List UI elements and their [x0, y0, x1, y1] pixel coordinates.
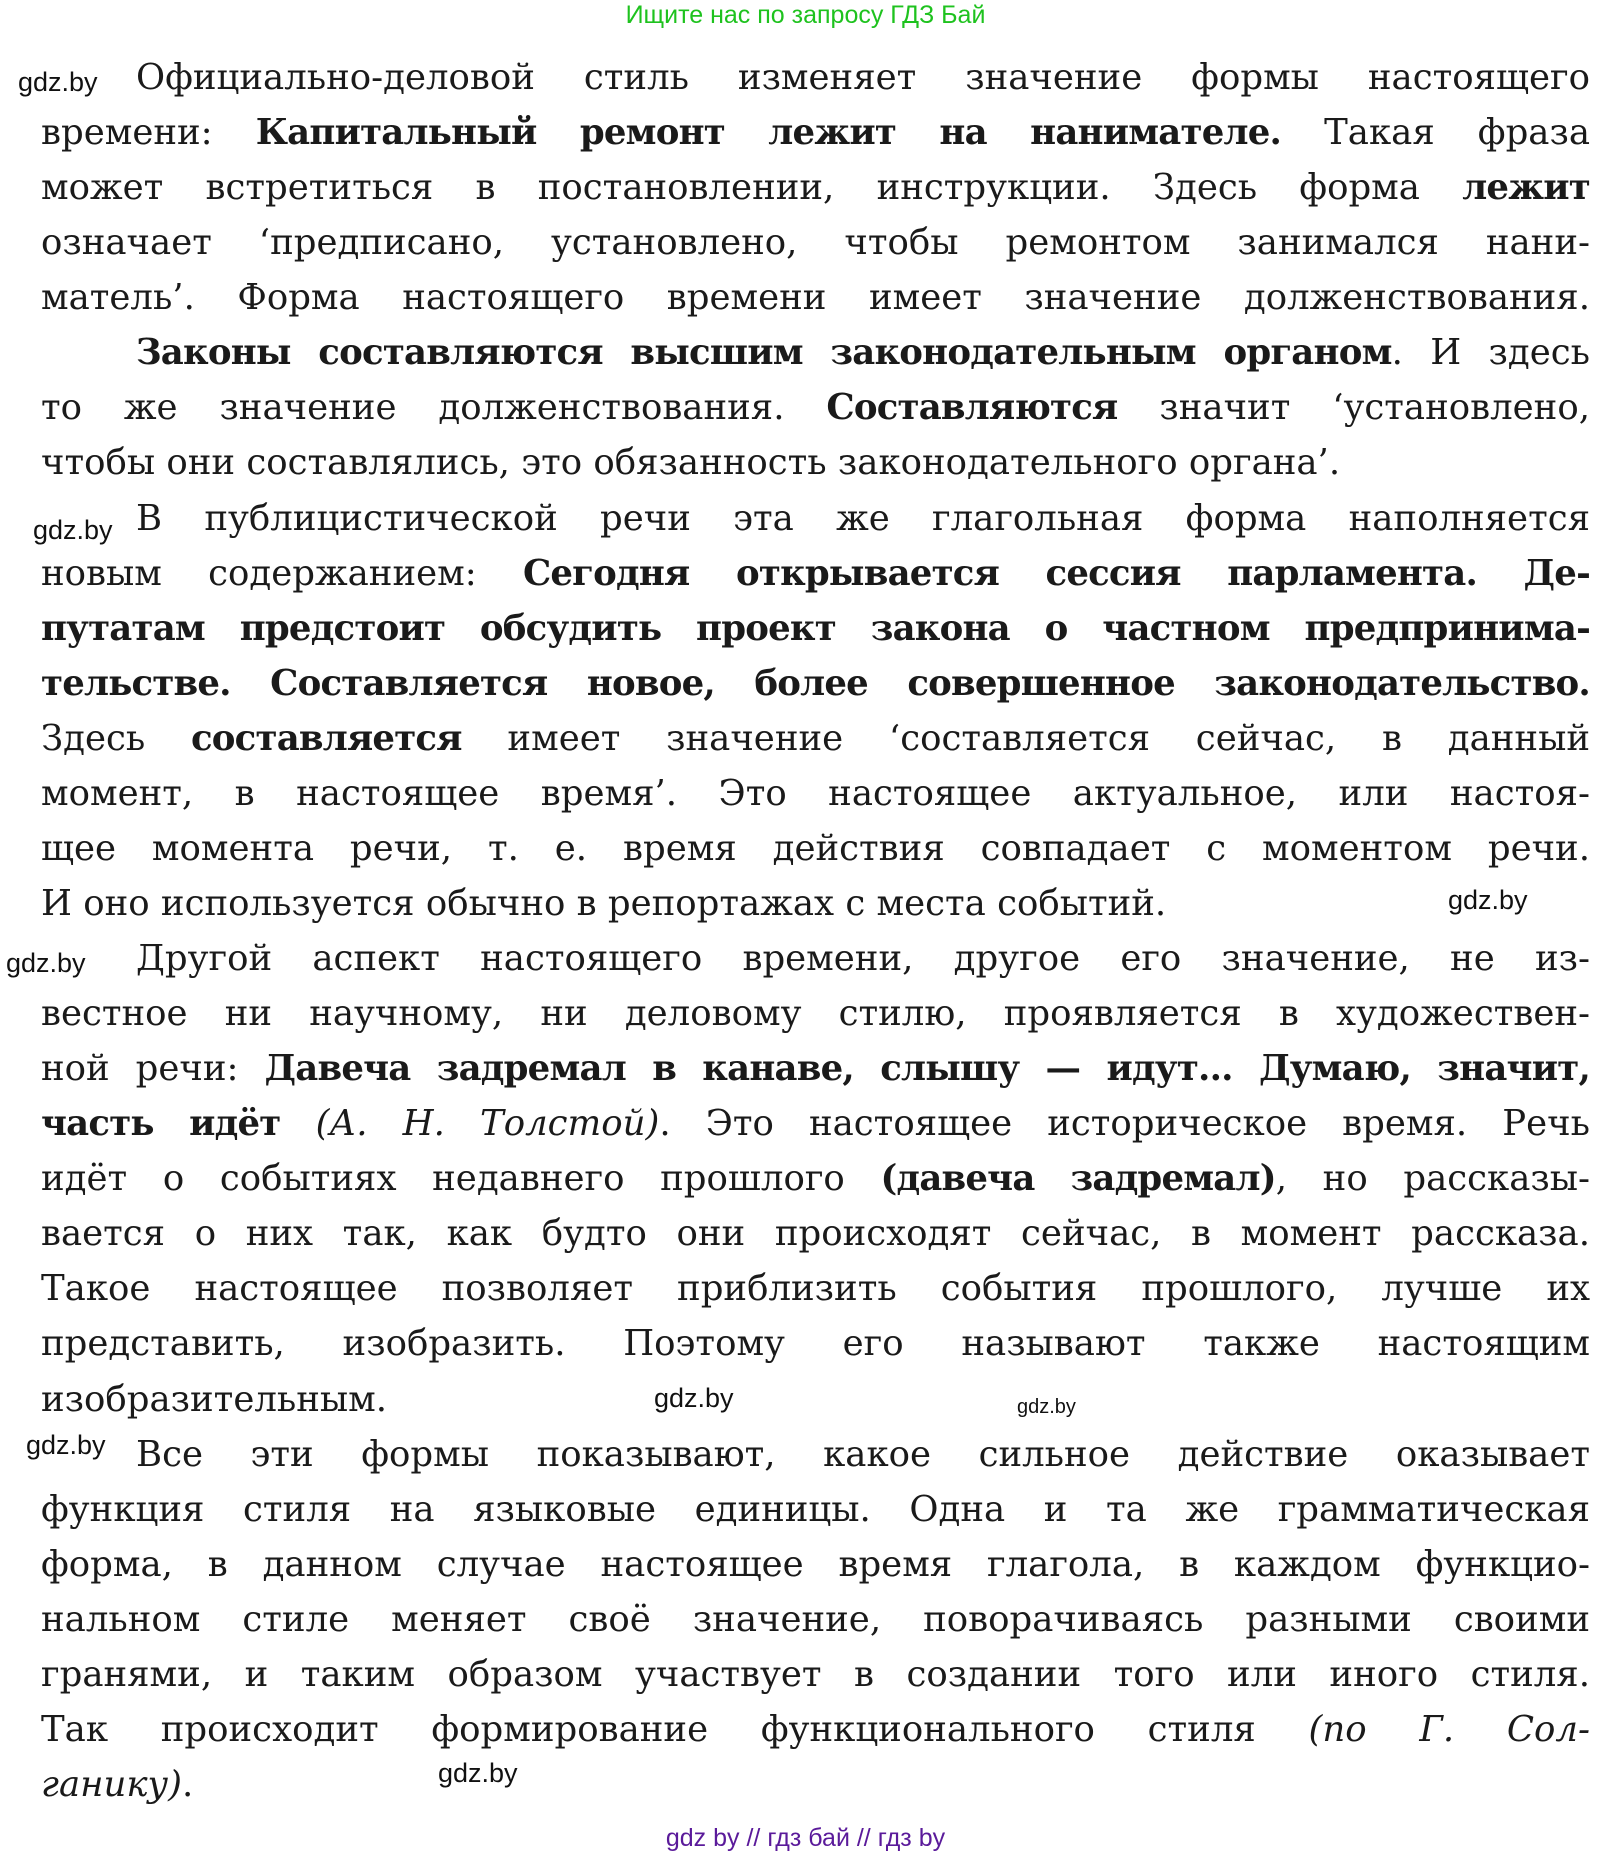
- text-line: [41, 491, 1590, 546]
- text-line: [41, 1702, 1590, 1757]
- text-line: [41, 270, 1590, 325]
- watermark: gdz.by: [438, 1758, 518, 1788]
- text-line: [41, 1537, 1590, 1592]
- text-segment: вается о них так, как будто они происходят сейчас, в момент рассказа.: [41, 1213, 1590, 1255]
- bold-example: лежит: [1462, 167, 1590, 209]
- text-segment: ной речи:: [41, 1048, 265, 1090]
- text-line: [41, 1041, 1590, 1096]
- text-line: [41, 215, 1590, 270]
- text-line: [41, 656, 1590, 711]
- text-segment: В публицистической речи эта же глагольная форма наполняется: [136, 497, 1590, 539]
- text-segment: щее момента речи, т. е. время действия совпадает с моментом речи.: [41, 827, 1590, 869]
- text-segment: Другой аспект настоящего времени, другое его значение, не из-: [136, 938, 1590, 979]
- watermark: gdz.by: [6, 948, 86, 978]
- text-segment: форма, в данном случае настоящее время глагола, в каждом функцио-: [41, 1543, 1590, 1585]
- watermark: gdz.by: [1017, 1396, 1076, 1418]
- text-segment: времени:: [41, 112, 256, 154]
- bold-example: (давеча задремал): [880, 1158, 1276, 1200]
- watermark: gdz.by: [26, 1430, 106, 1460]
- text-segment: , но рассказы-: [1275, 1158, 1590, 1200]
- text-line: [41, 1482, 1590, 1537]
- text-line: [41, 601, 1590, 656]
- text-line: [41, 1261, 1590, 1316]
- text-line: [41, 1427, 1590, 1482]
- italic-citation: (по Г. Сол-: [1308, 1708, 1590, 1750]
- text-line: [41, 931, 1590, 986]
- text-line: [41, 160, 1590, 215]
- text-line: [41, 50, 1590, 105]
- bold-example: путатам предстоит обсудить проект закона о частном предпринима-: [41, 607, 1590, 649]
- text-segment: .: [182, 1763, 194, 1805]
- text-segment: то же значение долженствования.: [41, 387, 827, 429]
- text-segment: изобразительным.: [41, 1378, 388, 1420]
- text-segment: И оно используется обычно в репортажах с места событий.: [41, 882, 1167, 924]
- text-line: [41, 986, 1590, 1041]
- bold-example: Капитальный ремонт лежит на нанимателе.: [255, 112, 1282, 154]
- watermark: gdz.by: [33, 515, 113, 545]
- text-segment: момент, в настоящее время’. Это настоящее актуальное, или настоя-: [41, 772, 1590, 814]
- bold-example: Давеча задремал в канаве, слышу — идут... Думаю, значит,: [264, 1048, 1591, 1090]
- text-segment: нальном стиле меняет своё значение, поворачиваясь разными своими: [41, 1598, 1590, 1640]
- bold-example: Сегодня открывается сессия парламента. Де-: [522, 552, 1591, 594]
- text-segment: означает ‘предписано, установлено, чтобы ремонтом занимался нани-: [41, 222, 1590, 264]
- text-segment: чтобы они составлялись, это обязанность законодательного органа’.: [41, 442, 1341, 484]
- text-segment: . Это настоящее историческое время. Речь: [659, 1103, 1590, 1145]
- text-line: [41, 1096, 1590, 1151]
- text-line: [41, 1206, 1590, 1261]
- footer-banner: gdz by // гдз бай // гдз by: [665, 1824, 946, 1852]
- text-segment: гранями, и таким образом участвует в создании того или иного стиля.: [41, 1653, 1590, 1695]
- text-line: [41, 546, 1590, 601]
- document-body: [41, 50, 1590, 1812]
- bold-example: тельстве. Составляется новое, более совершенное законодательство.: [41, 662, 1590, 704]
- search-banner: Ищите нас по запросу ГДЗ Бай: [625, 1, 986, 29]
- bold-example: Составляются: [826, 387, 1118, 429]
- text-segment: вестное ни научному, ни деловому стилю, проявляется в художествен-: [41, 993, 1590, 1035]
- text-line: [41, 876, 1590, 931]
- text-line: [41, 1647, 1590, 1702]
- text-line: [41, 1372, 1590, 1427]
- watermark: gdz.by: [1448, 885, 1528, 915]
- text-segment: [280, 1103, 315, 1144]
- text-segment: может встретиться в постановлении, инструкции. Здесь форма: [41, 167, 1463, 209]
- text-segment: Официально-деловой стиль изменяет значение формы настоящего: [136, 57, 1590, 98]
- text-segment: идёт о событиях недавнего прошлого: [41, 1158, 881, 1200]
- text-segment: новым содержанием:: [41, 552, 523, 594]
- text-line: [41, 325, 1590, 380]
- text-line: [41, 380, 1590, 435]
- text-line: [41, 105, 1590, 160]
- italic-citation: ганику): [41, 1763, 182, 1805]
- bold-example: Законы составляются высшим законодательным органом: [136, 332, 1392, 374]
- text-line: [41, 1151, 1590, 1206]
- text-segment: значит ‘установлено,: [1117, 387, 1590, 429]
- text-segment: представить, изобразить. Поэтому его называют также настоящим: [41, 1323, 1590, 1365]
- text-segment: Здесь: [41, 717, 191, 759]
- text-line: [41, 435, 1590, 490]
- text-segment: функция стиля на языковые единицы. Одна и та же грамматическая: [41, 1488, 1590, 1530]
- text-line: [41, 1592, 1590, 1647]
- watermark: gdz.by: [654, 1383, 734, 1413]
- text-line: [41, 821, 1590, 876]
- text-segment: Так происходит формирование функционального стиля: [41, 1708, 1309, 1750]
- bold-example: часть идёт: [41, 1103, 281, 1145]
- text-segment: Такая фраза: [1281, 112, 1590, 154]
- text-line: [41, 711, 1590, 766]
- bold-example: составляется: [190, 717, 462, 759]
- text-segment: Такое настоящее позволяет приблизить события прошлого, лучше их: [41, 1268, 1590, 1310]
- text-segment: . И здесь: [1391, 332, 1590, 374]
- text-line: [41, 1757, 1590, 1812]
- text-segment: имеет значение ‘составляется сейчас, в данный: [461, 717, 1590, 759]
- italic-citation: (А. Н. Толстой): [315, 1103, 660, 1145]
- text-segment: Все эти формы показывают, какое сильное действие оказывает: [136, 1433, 1590, 1475]
- text-line: [41, 1316, 1590, 1371]
- text-segment: матель’. Форма настоящего времени имеет значение долженствования.: [41, 277, 1590, 319]
- watermark: gdz.by: [18, 67, 98, 97]
- text-line: [41, 766, 1590, 821]
